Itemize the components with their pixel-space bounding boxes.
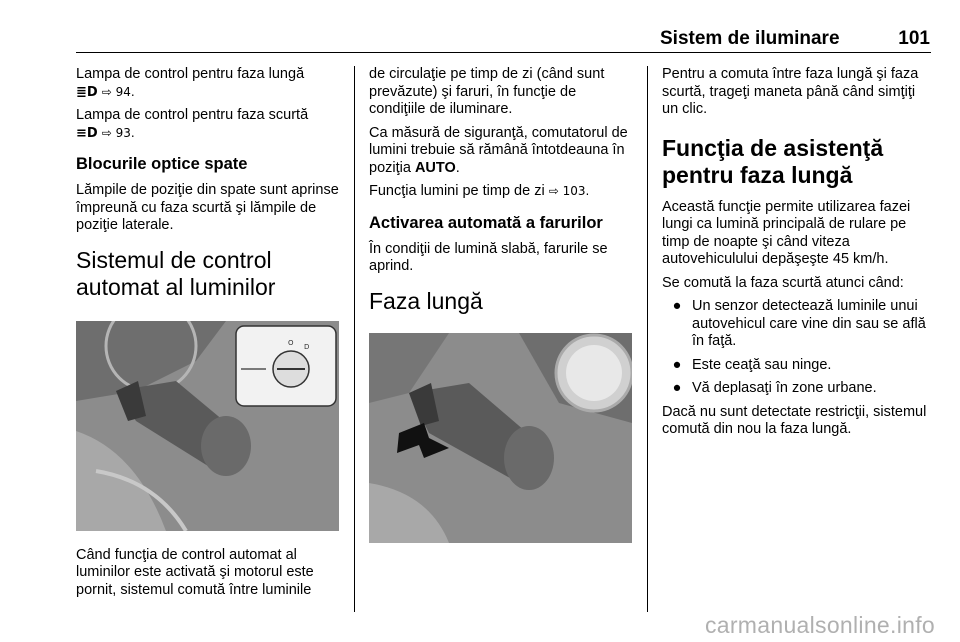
- page-reference-link[interactable]: ⇨ 93.: [101, 125, 135, 140]
- high-beam-assist-description: Această funcţie permite utilizarea fazei lungi ca lumină principală de rulare pe timp de noapte şi când viteza autovehiculului depăşeşte 45 km/h.: [662, 198, 911, 267]
- low-light-paragraph: În condiţii de lumină slabă, farurile se aprind.: [369, 240, 608, 274]
- auto-position-label: AUTO: [414, 159, 456, 176]
- automatic-light-control-paragraph: Când funcţia de control automat al luminilor este activată şi motorul este pornit, sistemul comută între luminile: [76, 546, 314, 598]
- heading-automatic-light-control: Sistemul de control automat al luminilor: [76, 246, 276, 300]
- column-1: [76, 66, 342, 605]
- page-number: 101: [898, 28, 930, 49]
- high-beam-indicator-paragraph: Lampa de control pentru faza lungă ≣D ⇨ 94.: [76, 66, 305, 100]
- heading-automatic-headlight-activation: Activarea automată a farurilor: [369, 213, 603, 232]
- low-beam-indicator-paragraph: Lampa de control pentru faza scurtă ≡D ⇨ 93.: [76, 107, 309, 141]
- bullet-icon: ●: [672, 298, 682, 314]
- page-reference-link[interactable]: ⇨ 94.: [101, 84, 135, 99]
- low-beam-conditions-intro: Se comută la faza scurtă atunci când:: [662, 274, 904, 291]
- list-item: ● Un senzor detectează luminile unui autovehicul care vine din sau se află în faţă.: [662, 298, 932, 351]
- daytime-running-paragraph: de circulaţie pe timp de zi (când sunt prevăzute) şi faruri, în funcţie de condiţiile de iluminare.: [369, 66, 605, 117]
- daytime-lights-reference: Funcţia lumini pe timp de zi ⇨ 103.: [369, 183, 590, 199]
- heading-rear-lights: Blocurile optice spate: [76, 155, 248, 173]
- bullet-icon: ●: [672, 380, 682, 396]
- no-restrictions-paragraph: Dacă nu sunt detectate restricţii, sistemul comută din nou la faza lungă.: [662, 403, 927, 437]
- safety-paragraph: Ca măsură de siguranţă, comutatorul de lumini trebuie să rămână întotdeauna în poziţia AUTO.: [369, 124, 628, 176]
- light-switch-illustration: [76, 321, 339, 531]
- bullet-icon: ●: [672, 356, 682, 373]
- watermark: carmanualsonline.info: [704, 612, 935, 638]
- column-divider-1: [354, 66, 355, 612]
- beam-switch-paragraph: Pentru a comuta între faza lungă şi faza scurtă, trageţi maneta până când simţiţi un clic.: [662, 66, 919, 117]
- section-title: Sistem de iluminare: [660, 28, 840, 49]
- column-2: [369, 66, 635, 559]
- column-3: [662, 66, 932, 445]
- high-beam-icon: ≣D: [76, 84, 98, 100]
- rear-lights-paragraph: Lămpile de poziţie din spate sunt aprinse împreună cu faza scurtă şi lămpile de poziţie laterale.: [76, 182, 339, 233]
- heading-high-beam-assist: Funcţia de asistenţă pentru faza lungă: [662, 134, 884, 188]
- header-divider: [76, 52, 931, 53]
- list-item: ● Vă deplasaţi în zone urbane.: [662, 380, 932, 398]
- svg-text:D: D: [304, 342, 310, 351]
- high-beam-lever-illustration: [369, 333, 632, 543]
- svg-text:O: O: [288, 338, 294, 347]
- page-reference-link[interactable]: ⇨ 103.: [548, 184, 590, 198]
- heading-high-beam: Faza lungă: [369, 287, 483, 314]
- low-beam-icon: ≡D: [76, 125, 98, 141]
- list-item: ● Este ceaţă sau ninge.: [662, 357, 932, 375]
- column-divider-2: [647, 66, 648, 612]
